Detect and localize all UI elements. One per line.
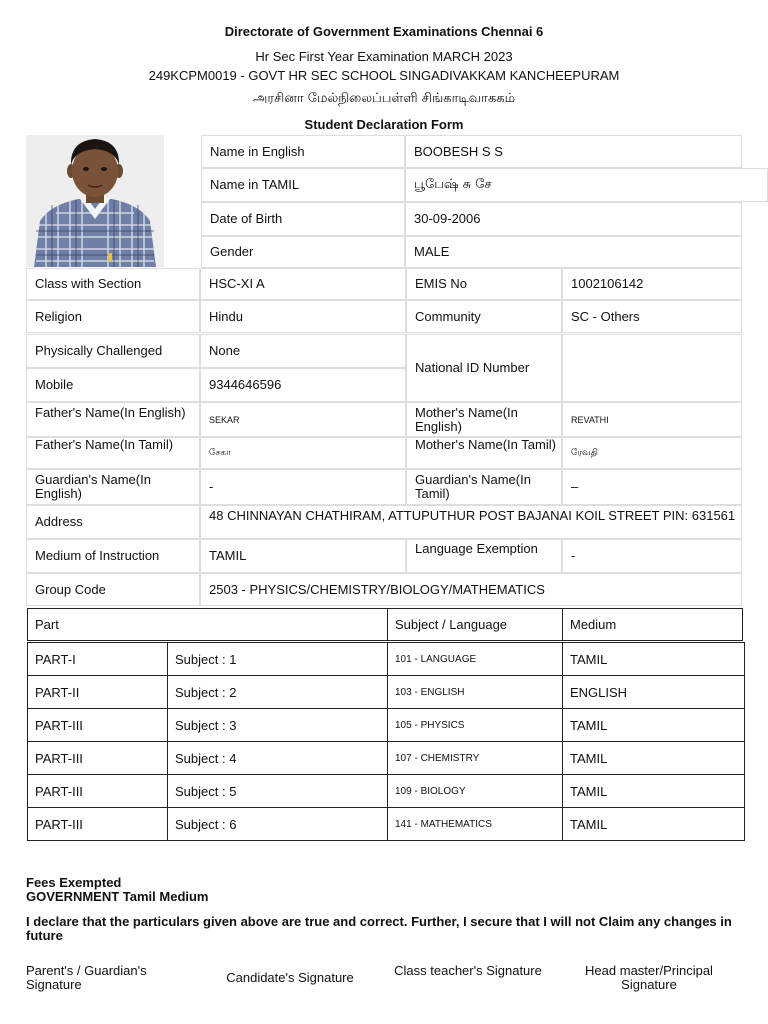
parent-signature-label: Parent's / Guardian's Signature (26, 963, 147, 992)
national-id-label: National ID Number (406, 334, 562, 402)
mobile-value: 9344646596 (200, 368, 406, 402)
subject-name: 103 - ENGLISH (387, 675, 563, 709)
community-value: SC - Others (562, 300, 742, 333)
dob-value: 30-09-2006 (405, 202, 742, 236)
subject-number: Subject : 5 (167, 774, 388, 808)
subject-name: 109 - BIOLOGY (387, 774, 563, 808)
subject-part: PART-II (27, 675, 168, 709)
guardian-name-tamil-label: Guardian's Name(In Tamil) (406, 469, 562, 505)
guardian-name-english-value: - (200, 469, 406, 505)
subject-part: PART-III (27, 708, 168, 742)
class-teacher-signature-label: Class teacher's Signature (394, 963, 542, 978)
subjects-header-subject: Subject / Language (387, 608, 563, 641)
medium-instruction-value: TAMIL (200, 539, 406, 573)
category: GOVERNMENT Tamil Medium (26, 889, 209, 904)
headmaster-signature-label: Head master/Principal Signature (585, 963, 713, 992)
directorate-title: Directorate of Government Examinations Chennai 6 (224, 24, 544, 39)
father-name-english-label: Father's Name(In English) (26, 402, 200, 437)
father-name-tamil-label: Father's Name(In Tamil) (26, 437, 200, 469)
father-name-english-value: SEKAR (200, 402, 406, 437)
class-section-label: Class with Section (26, 268, 200, 300)
gender-value: MALE (405, 236, 742, 268)
fees-status: Fees Exempted (26, 875, 122, 890)
mother-name-tamil-label: Mother's Name(In Tamil) (406, 437, 562, 469)
subjects-header-part: Part (27, 608, 388, 641)
dob-label: Date of Birth (201, 202, 405, 236)
subject-medium: TAMIL (562, 774, 745, 808)
subject-number: Subject : 1 (167, 642, 388, 676)
subject-number: Subject : 6 (167, 807, 388, 841)
subject-name: 101 - LANGUAGE (387, 642, 563, 676)
subject-part: PART-III (27, 774, 168, 808)
national-id-value (562, 334, 742, 402)
group-code-value: 2503 - PHYSICS/CHEMISTRY/BIOLOGY/MATHEMATICS (200, 573, 742, 606)
form-title: Student Declaration Form (304, 117, 464, 132)
subject-part: PART-I (27, 642, 168, 676)
exam-title: Hr Sec First Year Examination MARCH 2023 (255, 49, 513, 64)
religion-value: Hindu (200, 300, 406, 333)
subject-name: 141 - MATHEMATICS (387, 807, 563, 841)
mobile-label: Mobile (26, 368, 200, 402)
emis-value: 1002106142 (562, 268, 742, 300)
name-tamil-value: பூபேஷ் சு சே (405, 168, 768, 202)
subject-medium: TAMIL (562, 807, 745, 841)
subject-number: Subject : 4 (167, 741, 388, 775)
subjects-header-medium: Medium (562, 608, 743, 641)
student-photo (26, 135, 164, 267)
subject-part: PART-III (27, 807, 168, 841)
subject-medium: TAMIL (562, 741, 745, 775)
subject-number: Subject : 3 (167, 708, 388, 742)
school-name: 249KCPM0019 - GOVT HR SEC SCHOOL SINGADIVAKKAM KANCHEEPURAM (148, 68, 620, 83)
subject-medium: ENGLISH (562, 675, 745, 709)
name-tamil-label: Name in TAMIL (201, 168, 405, 202)
physically-challenged-value: None (200, 334, 406, 368)
guardian-name-english-label: Guardian's Name(In English) (26, 469, 200, 505)
subject-number: Subject : 2 (167, 675, 388, 709)
candidate-signature-label: Candidate's Signature (226, 970, 354, 985)
declaration-text: I declare that the particulars given above are true and correct. Further, I secure that I will not Claim any changes in future (26, 914, 732, 943)
language-exemption-value: - (562, 539, 742, 573)
subject-medium: TAMIL (562, 708, 745, 742)
religion-label: Religion (26, 300, 200, 333)
address-label: Address (26, 505, 200, 539)
community-label: Community (406, 300, 562, 333)
mother-name-english-label: Mother's Name(In English) (406, 402, 562, 437)
name-english-label: Name in English (201, 135, 405, 168)
emis-label: EMIS No (406, 268, 562, 300)
school-name-tamil: அரசினா மேல்நிலைப்பள்ளி சிங்காடிவாககம் (252, 91, 516, 106)
class-section-value: HSC-XI A (200, 268, 406, 300)
guardian-name-tamil-value: – (562, 469, 742, 505)
mother-name-tamil-value: ரேவதி (562, 437, 742, 469)
physically-challenged-label: Physically Challenged (26, 334, 200, 368)
mother-name-english-value: REVATHI (562, 402, 742, 437)
medium-instruction-label: Medium of Instruction (26, 539, 200, 573)
name-english-value: BOOBESH S S (405, 135, 742, 168)
gender-label: Gender (201, 236, 405, 268)
subject-part: PART-III (27, 741, 168, 775)
father-name-tamil-value: சேகா (200, 437, 406, 469)
subject-name: 107 - CHEMISTRY (387, 741, 563, 775)
group-code-label: Group Code (26, 573, 200, 606)
subject-medium: TAMIL (562, 642, 745, 676)
language-exemption-label: Language Exemption (406, 539, 562, 573)
subject-name: 105 - PHYSICS (387, 708, 563, 742)
address-value: 48 CHINNAYAN CHATHIRAM, ATTUPUTHUR POST BAJANAI KOIL STREET PIN: 631561 (200, 505, 742, 539)
